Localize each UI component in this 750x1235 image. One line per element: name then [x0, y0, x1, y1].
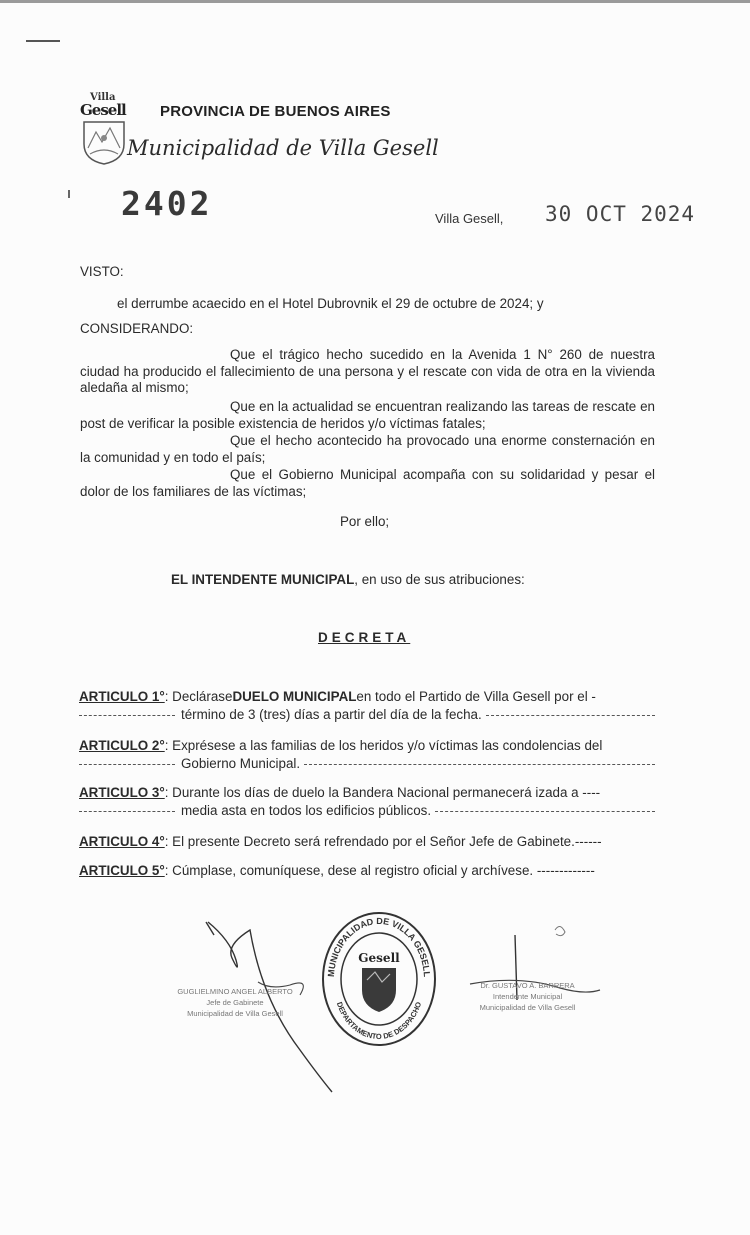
signature-block-left — [170, 986, 300, 1019]
signer-role: Intendente Municipal — [492, 992, 563, 1001]
logo-gesell-text: Gesell — [80, 101, 126, 119]
por-ello: Por ello; — [340, 514, 390, 529]
signer-name: GUGLIELMINO ANGEL ALBERTO — [177, 987, 293, 996]
official-seal-stamp — [320, 910, 438, 1048]
decree-number: 2402 — [121, 184, 213, 223]
signer-name: Dr. GUSTAVO A. BARRERA — [480, 981, 575, 990]
signer-org: Municipalidad de Villa Gesell — [479, 1003, 576, 1012]
article-label: ARTICULO 2° — [79, 738, 165, 753]
article-bold: DUELO MUNICIPAL — [232, 689, 357, 704]
article-text: : Declárase — [164, 689, 233, 704]
considerando-label: CONSIDERANDO: — [80, 321, 194, 336]
article-text: Gobierno Municipal. — [181, 756, 301, 771]
decreta-heading: DECRETA — [318, 630, 411, 645]
article-text: : El presente Decreto será refrendado por el Señor Jefe de Gabinete.------ — [164, 834, 602, 849]
article-label: ARTICULO 3° — [79, 785, 165, 800]
visto-text: el derrumbe acaecido en el Hotel Dubrovnik el 29 de octubre de 2024; y — [117, 296, 544, 311]
article-label: ARTICULO 1° — [79, 689, 165, 704]
date-stamp: 30 OCT 2024 — [545, 202, 696, 226]
seal-top-text: MUNICIPALIDAD DE VILLA GESELL — [325, 915, 433, 978]
seal-bottom-text: DEPARTAMENTO DE DESPACHO — [334, 1000, 424, 1042]
article-text: media asta en todos los edificios públicos. — [181, 803, 432, 818]
article-text: : Cúmplase, comuníquese, dese al registro oficial y archívese. ------------- — [164, 863, 595, 878]
considerando-paragraph: Que el trágico hecho sucedido en la Avenida 1 N° 260 de nuestra ciudad ha producido el fallecimiento de una persona y el rescate con vida de otra en la vivienda aledaña al mismo; — [80, 347, 655, 395]
intendente-rest: , en uso de sus atribuciones: — [354, 572, 525, 587]
seal-center-text: Gesell — [358, 951, 400, 965]
intendente-title: EL INTENDENTE MUNICIPAL — [171, 572, 355, 587]
article-label: ARTICULO 5° — [79, 863, 165, 878]
considerando-paragraph: Que el hecho acontecido ha provocado una enorme consternación en la comunidad y en todo el país; — [80, 433, 655, 465]
municipality-heading: Municipalidad de Villa Gesell — [127, 136, 439, 160]
considerando-paragraph: Que el Gobierno Municipal acompaña con su solidaridad y pesar el dolor de los familiares de las víctimas; — [80, 467, 655, 499]
province-heading: PROVINCIA DE BUENOS AIRES — [160, 103, 391, 120]
article-text: término de 3 (tres) días a partir del día de la fecha. — [181, 707, 482, 722]
article-text: en todo el Partido de Villa Gesell por el - — [356, 689, 596, 704]
signature-block-right — [455, 980, 600, 1013]
signer-role: Jefe de Gabinete — [206, 998, 264, 1007]
considerando-paragraph: Que en la actualidad se encuentran realizando las tareas de rescate en post de verificar la posible existencia de heridos y/o víctimas fatales; — [80, 399, 655, 431]
signer-org: Municipalidad de Villa Gesell — [187, 1009, 283, 1018]
article-text: : Exprésese a las familias de los heridos y/o víctimas las condolencias del — [164, 738, 603, 753]
article-text: : Durante los días de duelo la Bandera Nacional permanecerá izada a ---- — [164, 785, 601, 800]
visto-label: VISTO: — [80, 264, 124, 279]
logo-villa-text: Villa — [90, 92, 116, 103]
decree-place: Villa Gesell, — [435, 211, 504, 226]
article-label: ARTICULO 4° — [79, 834, 165, 849]
